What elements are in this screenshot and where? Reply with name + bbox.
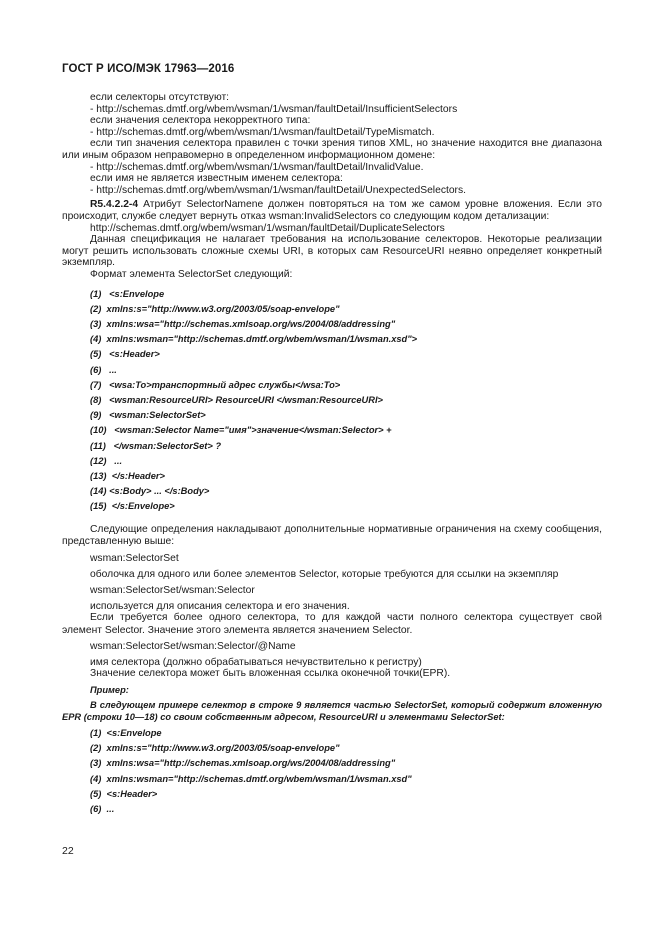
code-line: (13) </s:Header>: [90, 470, 165, 481]
code-line: (10) <wsman:Selector Name="имя">значение</wsman:Selector> +: [90, 425, 392, 436]
format-intro: Формат элемента SelectorSet следующий:: [90, 268, 293, 280]
code-line: (3) xmlns:wsa="http://schemas.xmlsoap.org/ws/2004/08/addressing": [90, 758, 396, 769]
code-listing-1: [62, 287, 602, 515]
code-line: (11) </wsman:SelectorSet> ?: [90, 440, 222, 451]
paragraph: если тип значения селектора правилен с точки зрения типов XML, но значение находится вне диапазона или иным образом неправомерно в определенном информационном домене:: [62, 138, 602, 161]
term-selector-name: wsman:SelectorSet/wsman:Selector/@Name: [90, 641, 296, 653]
code-line: (12) ...: [90, 455, 123, 466]
code-line: (8) <wsman:ResourceURI> ResourceURI </wsman:ResourceURI>: [90, 394, 383, 405]
paragraph: если имя не является известным именем селектора:: [90, 173, 343, 185]
definitions-intro: Следующие определения накладывают дополнительные нормативные ограничения на схему сообщения, представленную выше:: [62, 523, 602, 547]
code-line: (14) <s:Body> ... </s:Body>: [90, 486, 210, 497]
code-line: (1) <s:Envelope: [90, 288, 165, 299]
code-line: (4) xmlns:wsman="http://schemas.dmtf.org/wbem/wsman/1/wsman.xsd">: [90, 334, 418, 345]
code-line: (2) xmlns:s="http://www.w3.org/2003/05/soap-envelope": [90, 303, 340, 314]
definition: используется для описания селектора и его значения.: [90, 601, 350, 613]
fault-uri: - http://schemas.dmtf.org/wbem/wsman/1/wsman/faultDetail/UnexpectedSelectors.: [90, 184, 466, 196]
fault-uri: - http://schemas.dmtf.org/wbem/wsman/1/wsman/faultDetail/InsufficientSelectors: [90, 103, 458, 115]
term-selector: wsman:SelectorSet/wsman:Selector: [90, 585, 255, 597]
term-selectorset: wsman:SelectorSet: [90, 553, 179, 565]
rule-id: R5.4.2.2-4: [90, 199, 139, 211]
spec-note: Данная спецификация не налагает требования на использование селекторов. Некоторые реализации могут решить использовать сложные схемы URI, в которых сам ResourceURI неявно определяет конкретный экземпляр.: [62, 234, 602, 269]
example-label: Пример:: [90, 685, 129, 696]
code-line: (9) <wsman:SelectorSet>: [90, 410, 206, 421]
code-line: (5) <s:Header>: [90, 788, 158, 799]
code-line: (4) xmlns:wsman="http://schemas.dmtf.org/wbem/wsman/1/wsman.xsd": [90, 773, 412, 784]
rule-paragraph: [62, 199, 602, 222]
paragraph: если значения селектора некорректного типа:: [90, 115, 311, 127]
code-line: (15) </s:Envelope>: [90, 501, 175, 512]
definition: оболочка для одного или более элементов Selector, которые требуются для ссылки на экземпляр: [90, 569, 559, 581]
rule-text: Атрибут SelectorNamene должен повторяться на том же самом уровне вложения. Если это происходит, службе следует вернуть отказ wsman:InvalidSelectors со следующим кодом детализации:: [62, 199, 602, 222]
document-header: ГОСТ Р ИСО/МЭК 17963—2016: [62, 63, 235, 75]
paragraph: если селекторы отсутствуют:: [90, 92, 230, 103]
fault-uri: - http://schemas.dmtf.org/wbem/wsman/1/wsman/faultDetail/TypeMismatch.: [90, 126, 435, 138]
code-listing-2: [62, 726, 602, 817]
rule-uri: http://schemas.dmtf.org/wbem/wsman/1/wsman/faultDetail/DuplicateSelectors: [90, 222, 445, 234]
fault-uri: - http://schemas.dmtf.org/wbem/wsman/1/wsman/faultDetail/InvalidValue.: [90, 161, 424, 173]
code-line: (6) ...: [90, 804, 115, 814]
example-text: В следующем примере селектор в строке 9 является частью SelectorSet, который содержит вложенную EPR (строки 10—18) со своим собственным адресом, ResourceURI и элементами SelectorSet:: [62, 700, 602, 722]
page-body: [62, 92, 602, 817]
code-line: (5) <s:Header>: [90, 349, 160, 360]
code-line: (2) xmlns:s="http://www.w3.org/2003/05/soap-envelope": [90, 743, 340, 754]
definition: Если требуется более одного селектора, то для каждой части полного селектора существует свой элемент Selector. Значение этого элемента является значением Selector.: [62, 612, 602, 636]
code-line: (6) ...: [90, 364, 117, 375]
definition: Значение селектора может быть вложенная ссылка оконечной точки(EPR).: [90, 668, 451, 680]
code-line: (1) <s:Envelope: [90, 727, 162, 738]
page-number: 22: [62, 845, 74, 857]
code-line: (7) <wsa:To>транспортный адрес службы</wsa:To>: [90, 379, 341, 390]
definition: имя селектора (должно обрабатываться нечувствительно к регистру): [90, 657, 422, 669]
code-line: (3) xmlns:wsa="http://schemas.xmlsoap.org/ws/2004/08/addressing": [90, 318, 396, 329]
